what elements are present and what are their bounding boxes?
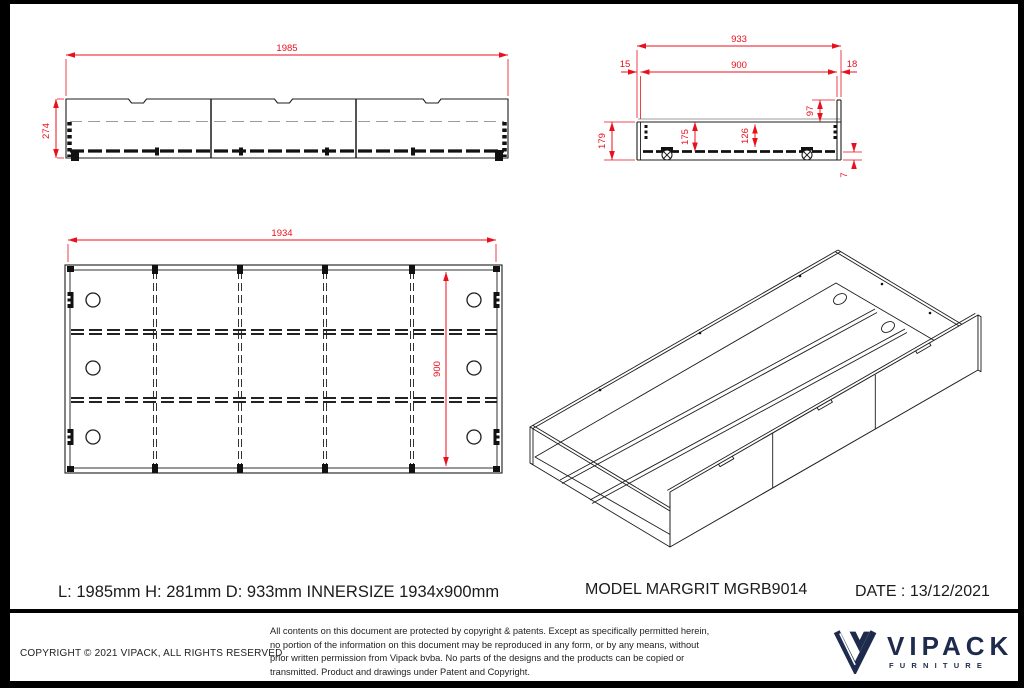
vipack-logo-text: [887, 630, 1014, 670]
legal-line: All contents on this document are protected by copyright & patents. Except as specifically permitted herein,: [270, 626, 710, 636]
side-overall-depth-dimension: 933: [731, 34, 747, 45]
top-view-drawing: [65, 228, 502, 473]
vipack-logo-icon: [833, 628, 879, 674]
side-view-drawing: [597, 34, 862, 178]
legal-notice: [270, 625, 709, 679]
side-mid-height-dimension: 126: [740, 128, 751, 144]
vipack-logo: [833, 628, 1013, 674]
front-width-dimension: 1985: [276, 43, 298, 54]
front-height-dimension: 274: [41, 123, 52, 139]
page-border-top: [0, 0, 1024, 4]
legal-line: no portion of the information on this document may be reproduced in any form, or by any means, without: [270, 639, 699, 650]
copyright-notice: COPYRIGHT © 2021 VIPACK, ALL RIGHTS RESERVED: [20, 648, 283, 659]
brand-name: VIPACK: [887, 630, 1014, 661]
size-specification-text: L: 1985mm H: 281mm D: 933mm INNERSIZE 1934x900mm: [58, 583, 500, 601]
brand-tagline: FURNITURE: [889, 660, 989, 670]
side-panel-above-rim-dimension: 97: [805, 105, 816, 117]
model-name-text: MODEL MARGRIT MGRB9014: [585, 581, 808, 598]
legal-line: transmitted. Product and drawings under Patent and Copyright.: [270, 666, 530, 677]
side-floor-clearance-dimension: 7: [839, 172, 850, 178]
caster-wheel: [801, 147, 813, 160]
front-view-drawing: [41, 43, 508, 161]
caster-wheel: [661, 147, 673, 160]
page-border-left: [0, 0, 10, 688]
side-left-gap-dimension: 15: [619, 59, 631, 70]
page-border-bottom: [0, 681, 1024, 688]
page-border-right: [1018, 0, 1024, 688]
footer-separator-line: [10, 609, 1018, 613]
side-right-gap-dimension: 18: [846, 59, 858, 70]
legal-line: prior written permission from Vipack bvba. No parts of the designs and the products can be copied or: [270, 653, 685, 664]
top-inner-length-dimension: 1934: [271, 228, 293, 239]
isometric-view-drawing: [530, 250, 981, 547]
date-text: DATE : 13/12/2021: [855, 583, 990, 600]
side-inner-depth-dimension: 900: [731, 60, 747, 71]
side-inner-height-dimension: 175: [680, 129, 691, 145]
top-inner-width-dimension: 900: [432, 361, 443, 377]
side-height-dimension: 179: [597, 133, 608, 149]
